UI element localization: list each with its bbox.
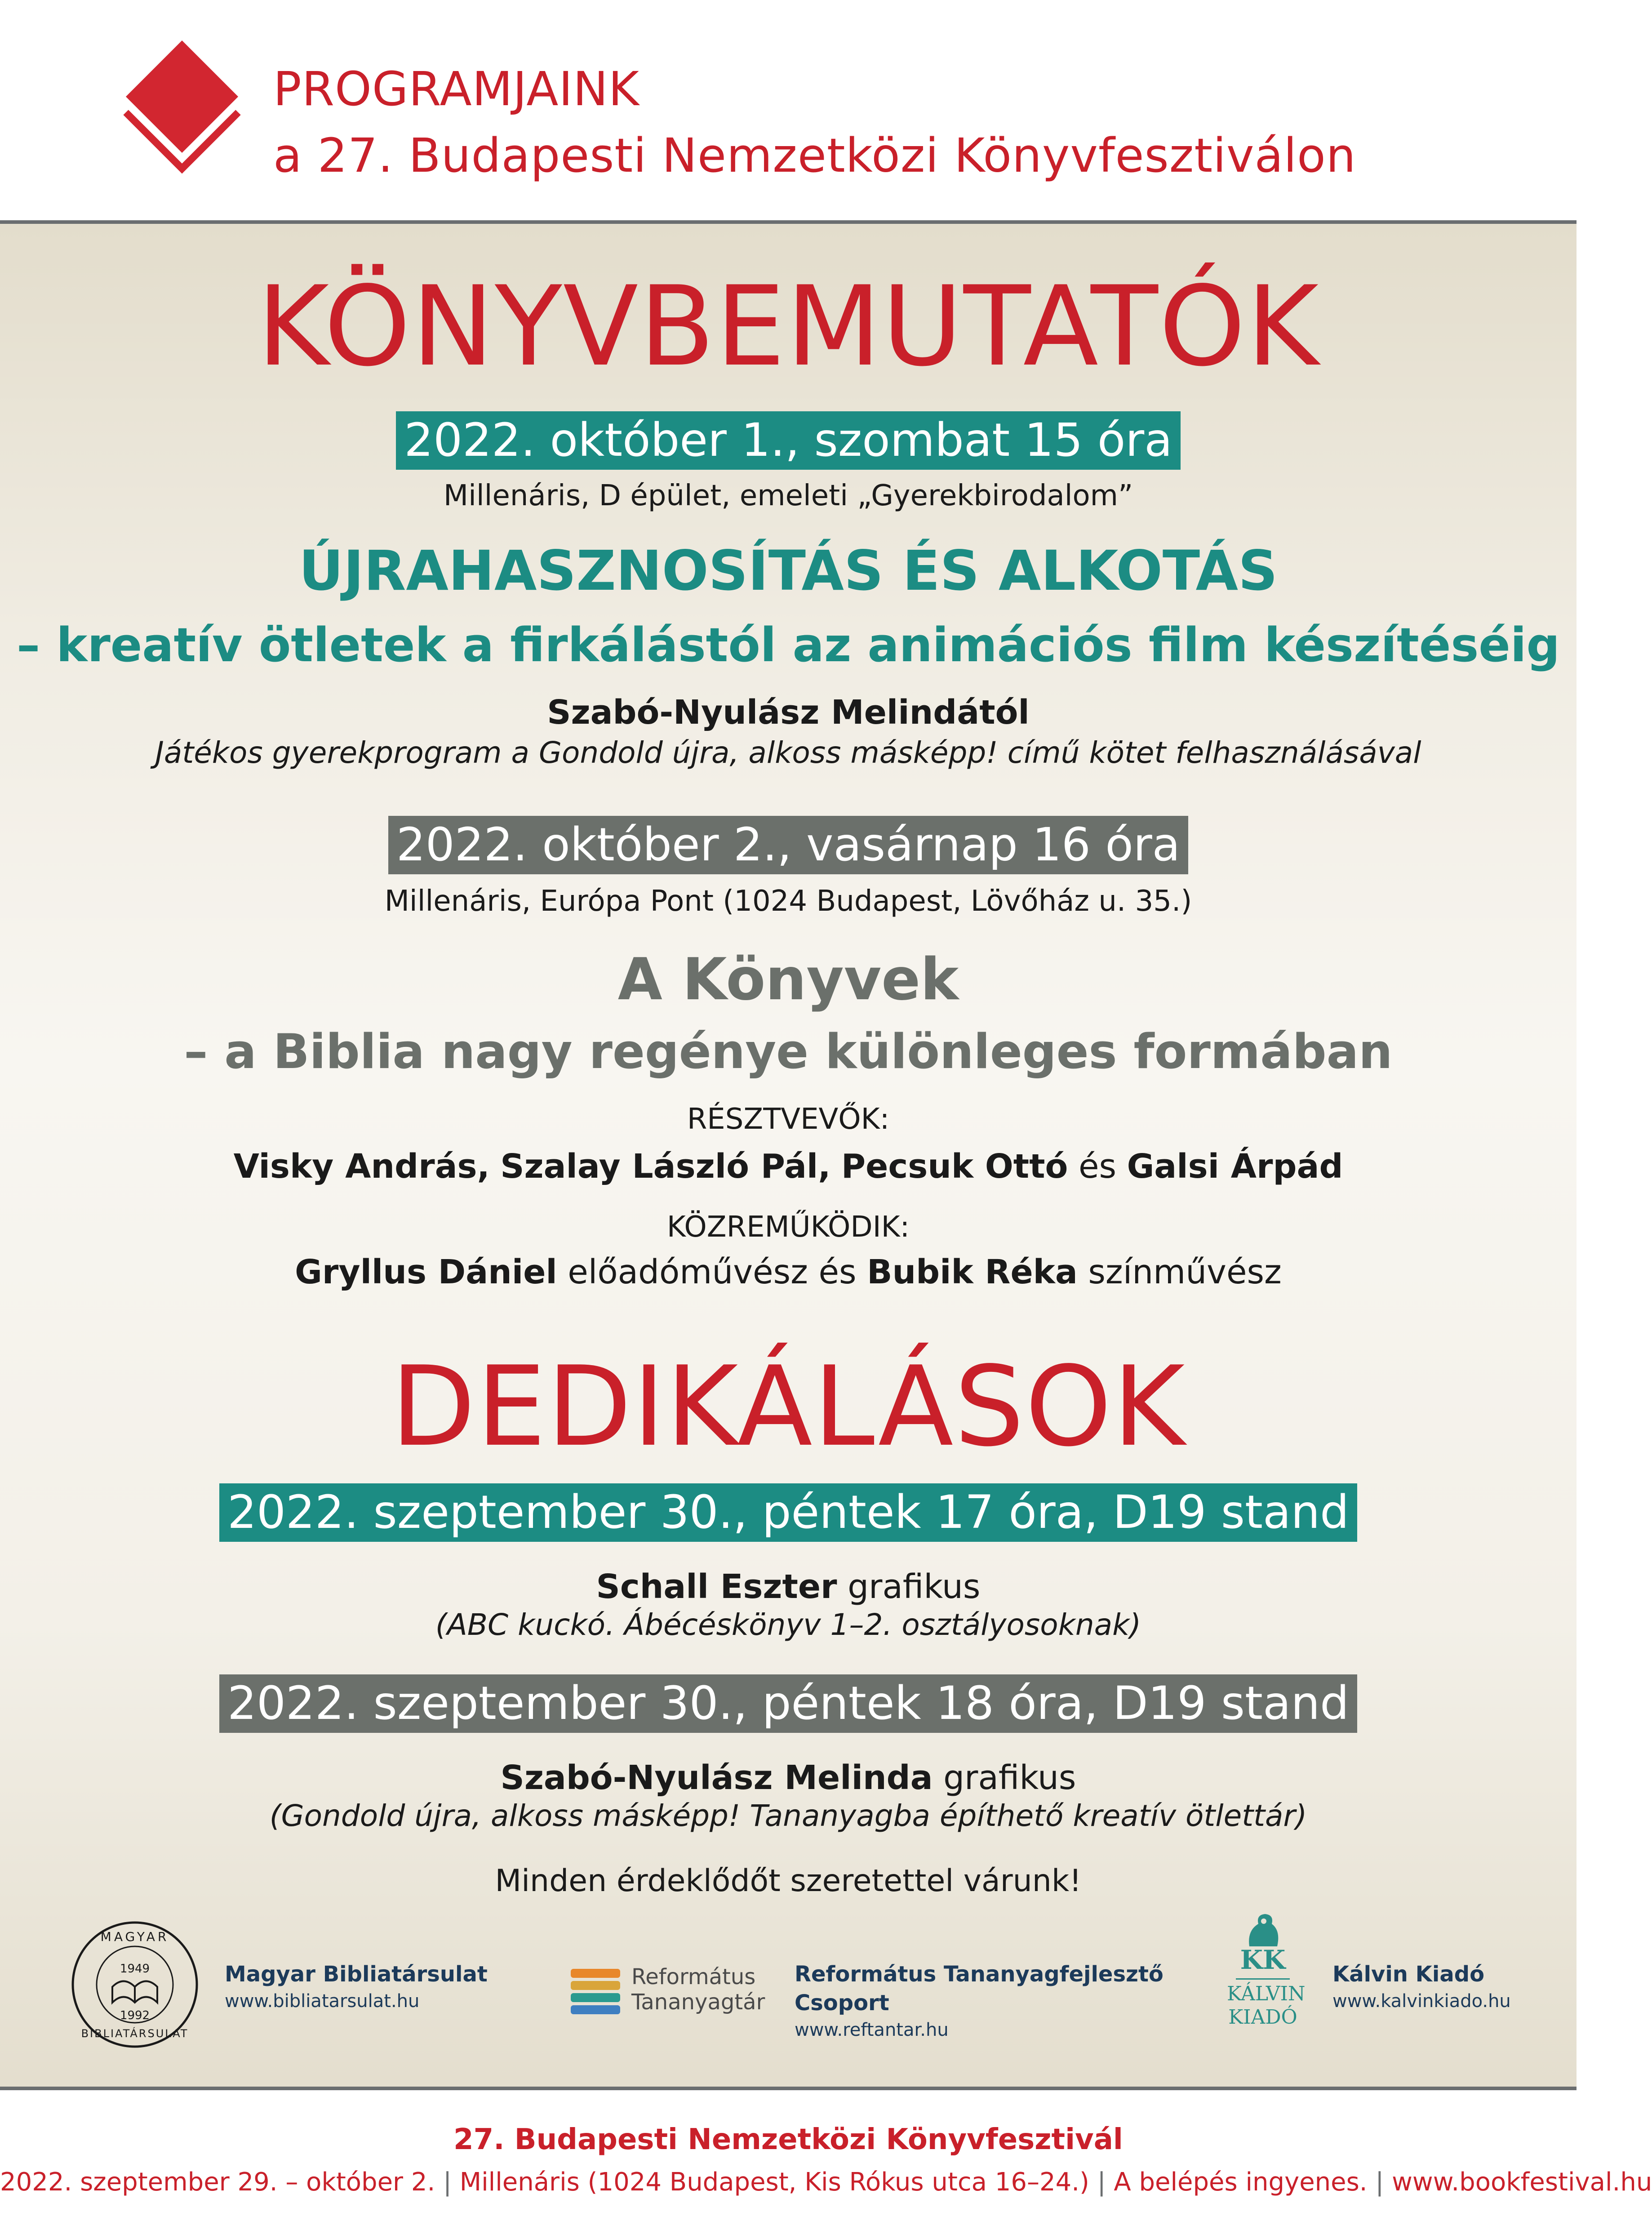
- participant-3: Pecsuk Ottó: [841, 1147, 1068, 1186]
- signing2-name: Szabó-Nyulász Melinda: [500, 1758, 933, 1797]
- logo-reftantar: [795, 1960, 1164, 2043]
- bibliatarsulat-name: Magyar Bibliatársulat: [225, 1962, 488, 1987]
- seal-bottom-text: BIBLIATÁRSULAT: [81, 2027, 189, 2040]
- kalvin-mark-line1: KÁLVIN: [1227, 1982, 1306, 2005]
- stacked-books-icon: [568, 1967, 622, 2016]
- signing1-book: (ABC kuckó. Ábécéskönyv 1–2. osztályosoknak): [435, 1607, 1141, 1642]
- bibliatarsulat-url: www.bibliatarsulat.hu: [225, 1991, 420, 2012]
- footer-url: www.bookfestival.hu: [1392, 2168, 1652, 2197]
- bottom-rule: [0, 2087, 1577, 2090]
- participant-2: Szalay László Pál,: [500, 1147, 831, 1186]
- footer-separator: |: [1097, 2168, 1106, 2197]
- participant-4: Galsi Árpád: [1127, 1147, 1343, 1186]
- participants-and: és: [1078, 1147, 1117, 1186]
- kalvin-mark-line2: KIADÓ: [1228, 2006, 1297, 2029]
- reftantar-wordmark: [631, 1964, 765, 2015]
- event1-date-band: [0, 411, 1577, 470]
- event2-title-line1: A Könyvek: [617, 946, 959, 1013]
- signing2-date: 2022. szeptember 30., péntek 18 óra, D19 stand: [219, 1674, 1357, 1733]
- footer-separator: |: [443, 2168, 452, 2197]
- signing2-date-band: [0, 1674, 1577, 1733]
- contributor-1: Gryllus Dániel: [295, 1253, 557, 1291]
- footer-date: 2022. szeptember 29. – október 2.: [0, 2168, 435, 2197]
- welcome-message: Minden érdeklődőt szeretettel várunk!: [495, 1863, 1082, 1899]
- signing1-person: [0, 1564, 1577, 1609]
- reftantar-mark-line2: Tananyagtár: [631, 1990, 765, 2015]
- participants-label: RÉSZTVEVŐK:: [687, 1103, 890, 1136]
- event1-title-line2: – kreatív ötletek a firkálástól az animációs film készítéséig: [17, 618, 1560, 672]
- contributors-list: [0, 1250, 1577, 1295]
- header-title: [273, 56, 1356, 189]
- reftantar-url: www.reftantar.hu: [795, 2020, 949, 2040]
- footer-title: 27. Budapesti Nemzetközi Könyvfesztivál: [453, 2123, 1123, 2156]
- kalvin-mark-divider: [1236, 1978, 1290, 1980]
- kalvin-mark: [1227, 1944, 1306, 2029]
- header-line2: a 27. Budapesti Nemzetközi Könyvfesztiválon: [273, 128, 1356, 183]
- participants-list: [0, 1144, 1577, 1189]
- section-title-signings: DEDIKÁLÁSOK: [391, 1343, 1186, 1471]
- bibliatarsulat-seal-icon: [70, 1919, 200, 2050]
- signing1-date-band: [0, 1483, 1577, 1542]
- event1-venue: Millenáris, D épület, emeleti „Gyerekbirodalom”: [443, 479, 1133, 512]
- event1-title-line1: ÚJRAHASZNOSÍTÁS ÉS ALKOTÁS: [299, 539, 1278, 603]
- participant-1: Visky András,: [233, 1147, 490, 1186]
- reftantar-mark-line1: Református: [631, 1964, 756, 1990]
- logo-bibliatarsulat: [225, 1960, 488, 2014]
- section-title-book-launches: KÖNYVBEMUTATÓK: [257, 263, 1320, 391]
- footer-separator: |: [1375, 2168, 1384, 2197]
- footer-entry: A belépés ingyenes.: [1114, 2168, 1368, 2197]
- footer-info: [0, 2164, 1652, 2200]
- kalvin-mark-letters: KK: [1240, 1945, 1286, 1975]
- top-rule: [0, 220, 1577, 224]
- event1-author: Szabó-Nyulász Melindától: [547, 693, 1030, 732]
- reftantar-name-line1: Református Tananyagfejlesztő: [795, 1962, 1164, 1987]
- contributor-2-role: színművész: [1088, 1253, 1282, 1291]
- event2-date: 2022. október 2., vasárnap 16 óra: [388, 816, 1188, 874]
- signing2-book: (Gondold újra, alkoss másképp! Tananyagba építhető kreatív ötlettár): [269, 1798, 1307, 1833]
- seal-year1: 1949: [120, 1962, 150, 1976]
- seal-top-text: MAGYAR: [100, 1929, 169, 1944]
- event2-title-line2: – a Biblia nagy regénye különleges formában: [184, 1024, 1393, 1079]
- seal-year2: 1992: [120, 2009, 150, 2022]
- contributor-1-role: előadóművész és: [568, 1253, 857, 1291]
- signing1-name: Schall Eszter: [596, 1567, 837, 1606]
- signing1-date: 2022. szeptember 30., péntek 17 óra, D19 stand: [219, 1483, 1357, 1542]
- logo-kalvin: [1332, 1960, 1511, 2014]
- signing2-role: grafikus: [943, 1758, 1076, 1797]
- signing1-role: grafikus: [848, 1567, 981, 1606]
- book-logo-icon: [121, 36, 243, 180]
- footer-place: Millenáris (1024 Budapest, Kis Rókus utca 16–24.): [459, 2168, 1089, 2197]
- reftantar-name-line2: Csoport: [795, 1990, 889, 2016]
- header: [0, 0, 1577, 220]
- header-line1: PROGRAMJAINK: [273, 62, 640, 116]
- event1-description: Játékos gyerekprogram a Gondold újra, alkoss másképp! című kötet felhasználásával: [155, 735, 1421, 770]
- contributor-2: Bubik Réka: [867, 1253, 1078, 1291]
- event2-venue: Millenáris, Európa Pont (1024 Budapest, Lövőház u. 35.): [384, 885, 1192, 918]
- kalvin-url: www.kalvinkiado.hu: [1332, 1991, 1511, 2012]
- event2-date-band: [0, 816, 1577, 874]
- event1-date: 2022. október 1., szombat 15 óra: [396, 411, 1181, 470]
- contributors-label: KÖZREMŰKÖDIK:: [666, 1211, 910, 1244]
- signing2-person: [0, 1755, 1577, 1800]
- kalvin-name: Kálvin Kiadó: [1332, 1962, 1485, 1987]
